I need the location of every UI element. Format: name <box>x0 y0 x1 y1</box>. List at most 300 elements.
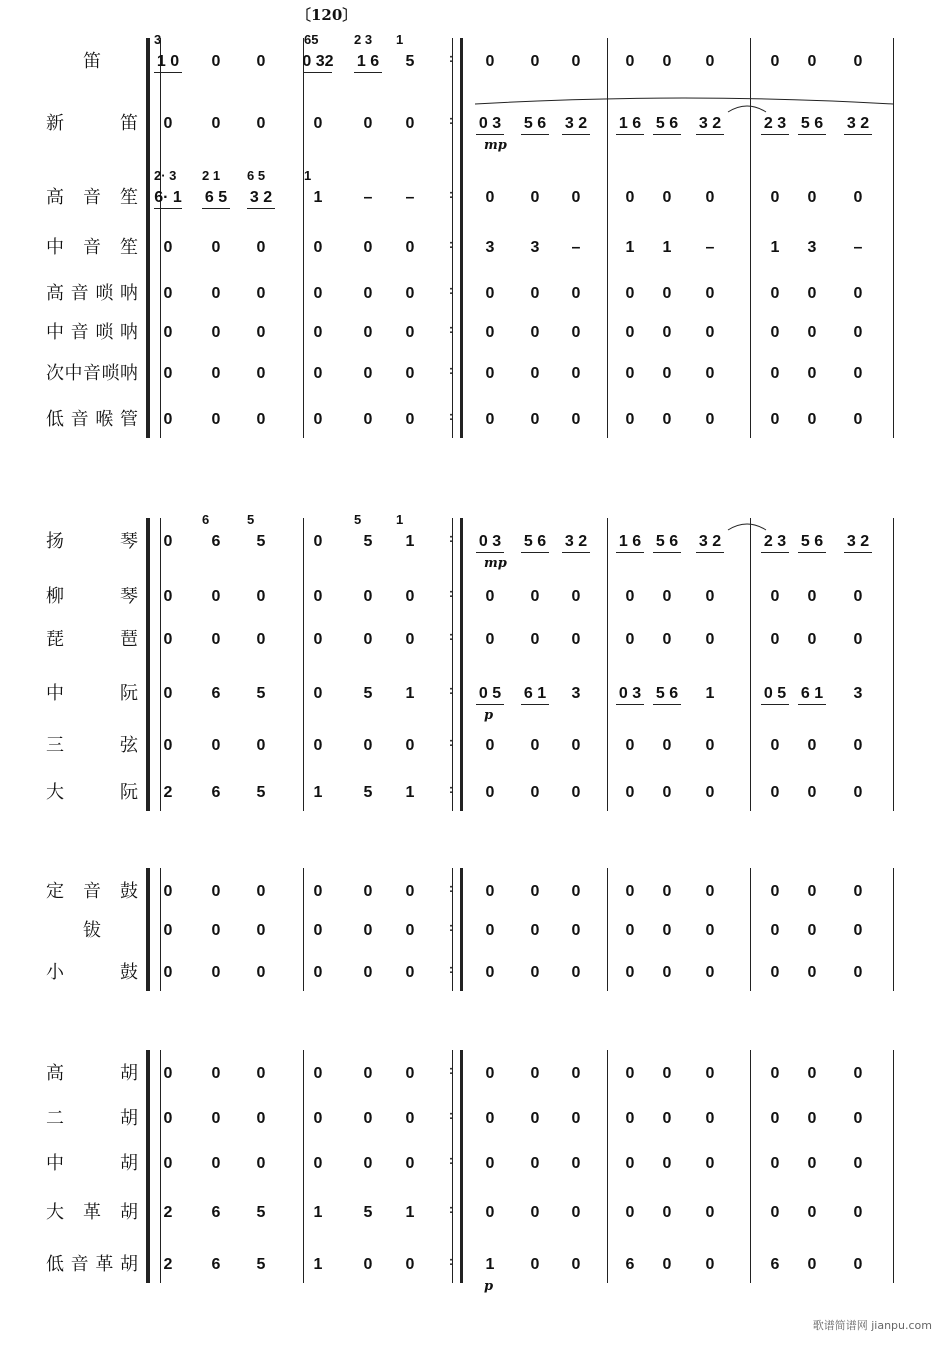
note-cell: 0 <box>485 53 495 70</box>
note-cell: 0 <box>571 365 581 382</box>
note-cell: 0 <box>705 883 715 900</box>
note-cell: 0 <box>405 1065 415 1082</box>
note-cell: 0 <box>405 1155 415 1172</box>
note-cell: 0 <box>770 964 780 981</box>
instrument-label: 高 胡 <box>46 1063 138 1084</box>
note-cell: 0 <box>705 588 715 605</box>
note-cell: 0 <box>485 883 495 900</box>
note-cell: – <box>853 239 863 256</box>
note-cell: 0 <box>530 285 540 302</box>
note-cell: 0 <box>770 922 780 939</box>
note-cell: 0 <box>770 883 780 900</box>
note-cell: 0 <box>853 411 863 428</box>
note-cell: 0 <box>211 1065 221 1082</box>
repeat-dots: : <box>449 1063 453 1077</box>
repeat-dots: : <box>449 920 453 934</box>
note-cell: 5 6 <box>800 533 824 550</box>
note-cell: 0 <box>571 1110 581 1127</box>
note-cell: 0 <box>807 324 817 341</box>
note-cell: 0 <box>853 883 863 900</box>
upper-note: 1 <box>396 512 404 527</box>
note-cell: 6 <box>211 533 221 550</box>
upper-note: 5 <box>247 512 255 527</box>
repeat-dots: : <box>449 629 453 643</box>
note-cell: 0 5 <box>763 685 787 702</box>
note-cell: 0 <box>807 964 817 981</box>
repeat-dots: : <box>449 283 453 297</box>
note-cell: – <box>571 239 581 256</box>
note-cell: 0 <box>571 737 581 754</box>
instrument-label: 高音唢呐 <box>46 283 138 304</box>
note-cell: 0 <box>485 784 495 801</box>
note-cell: 6 <box>211 1204 221 1221</box>
note-cell: 0 <box>485 922 495 939</box>
note-cell: 0 <box>163 365 173 382</box>
note-cell: 3 2 <box>698 533 722 550</box>
note-cell: 0 <box>211 1155 221 1172</box>
upper-note: 2 1 <box>202 168 221 183</box>
note-cell: 0 <box>256 365 266 382</box>
note-cell: 0 <box>363 588 373 605</box>
note-cell: – <box>405 189 415 206</box>
note-cell: 0 <box>770 189 780 206</box>
repeat-dots: : <box>449 881 453 895</box>
note-cell: 0 <box>485 411 495 428</box>
note-cell: 0 <box>211 588 221 605</box>
note-cell: 2 <box>163 1256 173 1273</box>
note-cell: 0 <box>571 285 581 302</box>
note-cell: 0 <box>485 285 495 302</box>
note-cell: 1 <box>313 189 323 206</box>
instrument-label: 琵 琶 <box>46 629 138 650</box>
note-cell: 0 <box>256 239 266 256</box>
repeat-dots: : <box>449 237 453 251</box>
note-cell: 0 <box>571 784 581 801</box>
note-cell: 0 <box>625 189 635 206</box>
note-cell: 5 <box>405 53 415 70</box>
note-cell: 3 <box>853 685 863 702</box>
instrument-label: 中 胡 <box>46 1153 138 1174</box>
upper-note: 6 5 <box>247 168 266 183</box>
note-cell: 0 <box>363 1155 373 1172</box>
note-cell: 0 <box>313 533 323 550</box>
note-cell: 0 <box>571 411 581 428</box>
note-cell: 0 <box>625 883 635 900</box>
repeat-dots: : <box>449 113 453 127</box>
note-cell: 0 <box>530 324 540 341</box>
note-cell: 0 <box>163 285 173 302</box>
note-cell: 6 <box>770 1256 780 1273</box>
note-cell: 0 <box>256 324 266 341</box>
note-cell: 0 <box>313 685 323 702</box>
note-cell: 1 6 <box>618 115 642 132</box>
note-cell: 0 <box>770 1065 780 1082</box>
note-cell: 5 <box>256 1204 266 1221</box>
note-cell: 0 <box>313 922 323 939</box>
note-cell: 0 <box>363 631 373 648</box>
note-cell: 0 <box>571 324 581 341</box>
note-cell: 0 <box>530 189 540 206</box>
note-cell: 0 <box>485 631 495 648</box>
note-cell: 0 <box>571 964 581 981</box>
note-cell: 0 <box>571 883 581 900</box>
note-cell: 0 <box>363 1110 373 1127</box>
note-cell: 0 <box>625 365 635 382</box>
note-cell: 0 <box>256 115 266 132</box>
note-cell: 0 <box>363 115 373 132</box>
note-cell: 0 <box>256 53 266 70</box>
tie-slur <box>728 524 766 530</box>
note-cell: 0 <box>405 883 415 900</box>
upper-note: 6 <box>202 512 210 527</box>
upper-note: 1 <box>396 32 404 47</box>
note-cell: 0 <box>256 1065 266 1082</box>
note-cell: 3 2 <box>846 115 870 132</box>
note-cell: 3 <box>571 685 581 702</box>
repeat-dots: : <box>449 1254 453 1268</box>
note-cell: 0 <box>807 922 817 939</box>
note-cell: 0 <box>530 588 540 605</box>
note-cell: 0 <box>625 324 635 341</box>
note-cell: 0 <box>625 285 635 302</box>
note-cell: 6 <box>211 1256 221 1273</box>
note-cell: 0 <box>770 1155 780 1172</box>
note-cell: 0 <box>625 737 635 754</box>
note-cell: 0 <box>163 1065 173 1082</box>
note-cell: 0 <box>853 631 863 648</box>
note-cell: 6 <box>211 784 221 801</box>
upper-note: 5 <box>354 512 362 527</box>
note-cell: 0 <box>211 411 221 428</box>
note-cell: 3 <box>807 239 817 256</box>
note-cell: 1 <box>405 685 415 702</box>
dynamic-marking: mp <box>484 556 507 571</box>
note-cell: 0 <box>807 189 817 206</box>
repeat-dots: : <box>449 363 453 377</box>
instrument-label: 高音笙 <box>46 187 138 208</box>
note-cell: 0 <box>530 1204 540 1221</box>
note-cell: 0 <box>485 588 495 605</box>
note-cell: 0 <box>853 588 863 605</box>
note-cell: 0 <box>853 365 863 382</box>
note-cell: 0 <box>313 365 323 382</box>
note-cell: 0 <box>485 324 495 341</box>
note-cell: 0 <box>313 239 323 256</box>
repeat-dots: : <box>449 962 453 976</box>
note-cell: 0 <box>211 922 221 939</box>
note-cell: 6 <box>211 685 221 702</box>
note-cell: 0 <box>770 784 780 801</box>
note-cell: 0 <box>405 411 415 428</box>
note-cell: 0 <box>163 685 173 702</box>
note-cell: 0 <box>405 922 415 939</box>
note-cell: 0 <box>363 1065 373 1082</box>
note-cell: 3 2 <box>564 533 588 550</box>
note-cell: 2 3 <box>763 533 787 550</box>
note-cell: 0 <box>363 883 373 900</box>
note-cell: 0 <box>405 964 415 981</box>
note-cell: 0 <box>363 411 373 428</box>
upper-note: 3 <box>154 32 162 47</box>
note-cell: 3 2 <box>846 533 870 550</box>
instrument-label: 大 阮 <box>46 782 138 803</box>
note-cell: 0 <box>625 1110 635 1127</box>
note-cell: 0 <box>571 1204 581 1221</box>
note-cell: 0 <box>662 1256 672 1273</box>
note-cell: 0 <box>662 588 672 605</box>
note-cell: 0 <box>705 1204 715 1221</box>
repeat-dots: : <box>449 1153 453 1167</box>
note-cell: 0 <box>807 53 817 70</box>
note-cell: 5 6 <box>655 115 679 132</box>
note-cell: 0 <box>530 1256 540 1273</box>
repeat-dots: : <box>449 531 453 545</box>
instrument-label: 钹 <box>83 920 101 941</box>
instrument-label: 大革胡 <box>46 1202 138 1223</box>
note-cell: 0 <box>211 285 221 302</box>
note-cell: 0 <box>705 784 715 801</box>
phrase-slur <box>475 98 893 104</box>
note-cell: 0 <box>163 533 173 550</box>
note-cell: 0 <box>705 1155 715 1172</box>
note-cell: 0 <box>853 189 863 206</box>
note-cell: 0 <box>662 737 672 754</box>
note-cell: 6 5 <box>204 189 228 206</box>
note-cell: 6 1 <box>523 685 547 702</box>
note-cell: 0 <box>705 1065 715 1082</box>
note-cell: 0 <box>211 631 221 648</box>
note-cell: 0 <box>530 53 540 70</box>
note-cell: 0 3 <box>478 533 502 550</box>
note-cell: 0 <box>705 964 715 981</box>
note-cell: 0 <box>405 737 415 754</box>
note-cell: 2 <box>163 784 173 801</box>
note-cell: 0 <box>705 1256 715 1273</box>
note-cell: 0 <box>571 922 581 939</box>
note-cell: 0 <box>705 737 715 754</box>
note-cell: 5 <box>363 533 373 550</box>
upper-note: 65 <box>304 32 319 47</box>
note-cell: 0 <box>363 285 373 302</box>
note-cell: 0 <box>163 1155 173 1172</box>
instrument-label: 三 弦 <box>46 735 138 756</box>
note-cell: 0 <box>705 411 715 428</box>
instrument-label: 笛 <box>83 51 101 72</box>
note-cell: 0 3 <box>478 115 502 132</box>
note-cell: 0 <box>662 365 672 382</box>
note-cell: 0 <box>625 1204 635 1221</box>
instrument-label: 二 胡 <box>46 1108 138 1129</box>
note-cell: 0 <box>363 365 373 382</box>
note-cell: 0 <box>625 411 635 428</box>
note-cell: 0 <box>853 324 863 341</box>
instrument-label: 扬 琴 <box>46 531 138 552</box>
instrument-label: 低音喉管 <box>46 409 138 430</box>
note-cell: 5 <box>256 685 266 702</box>
note-cell: 0 <box>807 365 817 382</box>
repeat-dots: : <box>449 586 453 600</box>
note-cell: 0 <box>256 631 266 648</box>
note-cell: 0 <box>662 1204 672 1221</box>
note-cell: 1 <box>705 685 715 702</box>
note-cell: 0 <box>853 1204 863 1221</box>
note-cell: 0 <box>705 365 715 382</box>
repeat-dots: : <box>449 51 453 65</box>
note-cell: 0 <box>405 115 415 132</box>
note-cell: 0 <box>530 784 540 801</box>
note-cell: 0 <box>662 784 672 801</box>
note-cell: 0 <box>363 922 373 939</box>
note-cell: 0 <box>705 189 715 206</box>
note-cell: 6· 1 <box>154 189 182 206</box>
note-cell: 0 <box>853 784 863 801</box>
note-cell: 0 <box>770 285 780 302</box>
note-cell: 0 <box>313 631 323 648</box>
note-cell: 5 6 <box>655 685 679 702</box>
note-cell: 0 <box>485 365 495 382</box>
note-cell: 0 <box>211 737 221 754</box>
upper-note: 1 <box>304 168 312 183</box>
repeat-dots: : <box>449 187 453 201</box>
note-cell: 0 <box>530 365 540 382</box>
note-cell: 2 3 <box>763 115 787 132</box>
note-cell: 0 <box>530 737 540 754</box>
note-cell: 0 <box>405 588 415 605</box>
note-cell: 6 1 <box>800 685 824 702</box>
note-cell: 0 <box>853 964 863 981</box>
note-cell: 0 <box>662 922 672 939</box>
note-cell: 3 2 <box>698 115 722 132</box>
note-cell: 0 <box>625 784 635 801</box>
note-cell: 2 <box>163 1204 173 1221</box>
note-cell: 0 <box>770 631 780 648</box>
note-cell: 0 <box>571 1065 581 1082</box>
note-cell: 0 <box>625 1065 635 1082</box>
note-cell: 0 <box>853 1155 863 1172</box>
note-cell: 0 <box>807 784 817 801</box>
note-cell: 5 <box>256 1256 266 1273</box>
note-cell: 0 <box>571 588 581 605</box>
note-cell: 0 <box>853 1065 863 1082</box>
note-cell: 0 <box>770 324 780 341</box>
note-cell: 0 <box>530 1155 540 1172</box>
note-cell: 0 <box>485 1204 495 1221</box>
note-cell: 0 <box>662 883 672 900</box>
note-cell: 0 <box>853 1110 863 1127</box>
note-cell: 0 <box>313 411 323 428</box>
note-cell: 1 <box>662 239 672 256</box>
note-cell: 0 <box>705 324 715 341</box>
watermark: 歌谱简谱网 jianpu.com <box>812 1319 932 1332</box>
note-cell: 0 <box>662 411 672 428</box>
instrument-label: 定音鼓 <box>46 881 138 902</box>
note-cell: 1 <box>313 1204 323 1221</box>
note-cell: 0 <box>256 588 266 605</box>
note-cell: 1 <box>313 784 323 801</box>
note-cell: 0 <box>405 324 415 341</box>
note-cell: 0 <box>770 365 780 382</box>
note-cell: 0 <box>256 737 266 754</box>
note-cell: 0 <box>530 631 540 648</box>
note-cell: 0 <box>530 1065 540 1082</box>
note-cell: 0 <box>705 1110 715 1127</box>
note-cell: 0 <box>211 324 221 341</box>
note-cell: 6 <box>625 1256 635 1273</box>
note-cell: 0 <box>313 737 323 754</box>
note-cell: 1 0 <box>156 53 180 70</box>
note-cell: 0 <box>625 631 635 648</box>
note-cell: 0 <box>363 324 373 341</box>
note-cell: 0 <box>770 1110 780 1127</box>
note-cell: 5 <box>256 533 266 550</box>
note-cell: 0 <box>705 631 715 648</box>
note-cell: 0 <box>662 324 672 341</box>
note-cell: 0 <box>625 1155 635 1172</box>
note-cell: 0 <box>853 922 863 939</box>
note-cell: 0 <box>485 1110 495 1127</box>
note-cell: 0 <box>163 115 173 132</box>
note-cell: 0 <box>163 239 173 256</box>
note-cell: 0 <box>807 1256 817 1273</box>
note-cell: 0 <box>807 588 817 605</box>
note-cell: 0 <box>662 631 672 648</box>
note-cell: 0 <box>807 883 817 900</box>
note-cell: 0 <box>313 285 323 302</box>
note-cell: 0 <box>530 883 540 900</box>
note-cell: 0 <box>625 53 635 70</box>
note-cell: 0 <box>313 1065 323 1082</box>
note-cell: 1 <box>625 239 635 256</box>
note-cell: 0 <box>163 737 173 754</box>
note-cell: 0 <box>211 365 221 382</box>
note-cell: 0 <box>770 737 780 754</box>
note-cell: 0 <box>853 737 863 754</box>
note-cell: 0 <box>662 285 672 302</box>
note-cell: 0 <box>807 1155 817 1172</box>
note-cell: 0 <box>405 365 415 382</box>
note-cell: 0 <box>662 1065 672 1082</box>
note-cell: 0 <box>163 883 173 900</box>
note-cell: 0 <box>571 1155 581 1172</box>
note-cell: 0 <box>313 1110 323 1127</box>
note-cell: 0 <box>256 883 266 900</box>
note-cell: 0 <box>770 588 780 605</box>
note-cell: 1 6 <box>356 53 380 70</box>
note-cell: 0 <box>853 53 863 70</box>
note-cell: 0 <box>662 1155 672 1172</box>
note-cell: 0 <box>405 285 415 302</box>
note-cell: 0 <box>163 631 173 648</box>
note-cell: 3 2 <box>564 115 588 132</box>
note-cell: 1 <box>405 1204 415 1221</box>
note-cell: 5 6 <box>523 533 547 550</box>
note-cell: 0 <box>770 411 780 428</box>
note-cell: 0 <box>807 631 817 648</box>
note-cell: 0 <box>163 324 173 341</box>
note-cell: 0 <box>163 588 173 605</box>
note-cell: 0 <box>770 1204 780 1221</box>
repeat-dots: : <box>449 409 453 423</box>
note-cell: 0 3 <box>618 685 642 702</box>
upper-note: 2 3 <box>354 32 373 47</box>
note-cell: 0 <box>363 737 373 754</box>
note-cell: 5 <box>363 1204 373 1221</box>
repeat-dots: : <box>449 683 453 697</box>
note-cell: 0 <box>530 1110 540 1127</box>
note-cell: 5 6 <box>800 115 824 132</box>
note-cell: 0 <box>853 285 863 302</box>
note-cell: 0 32 <box>302 53 334 70</box>
